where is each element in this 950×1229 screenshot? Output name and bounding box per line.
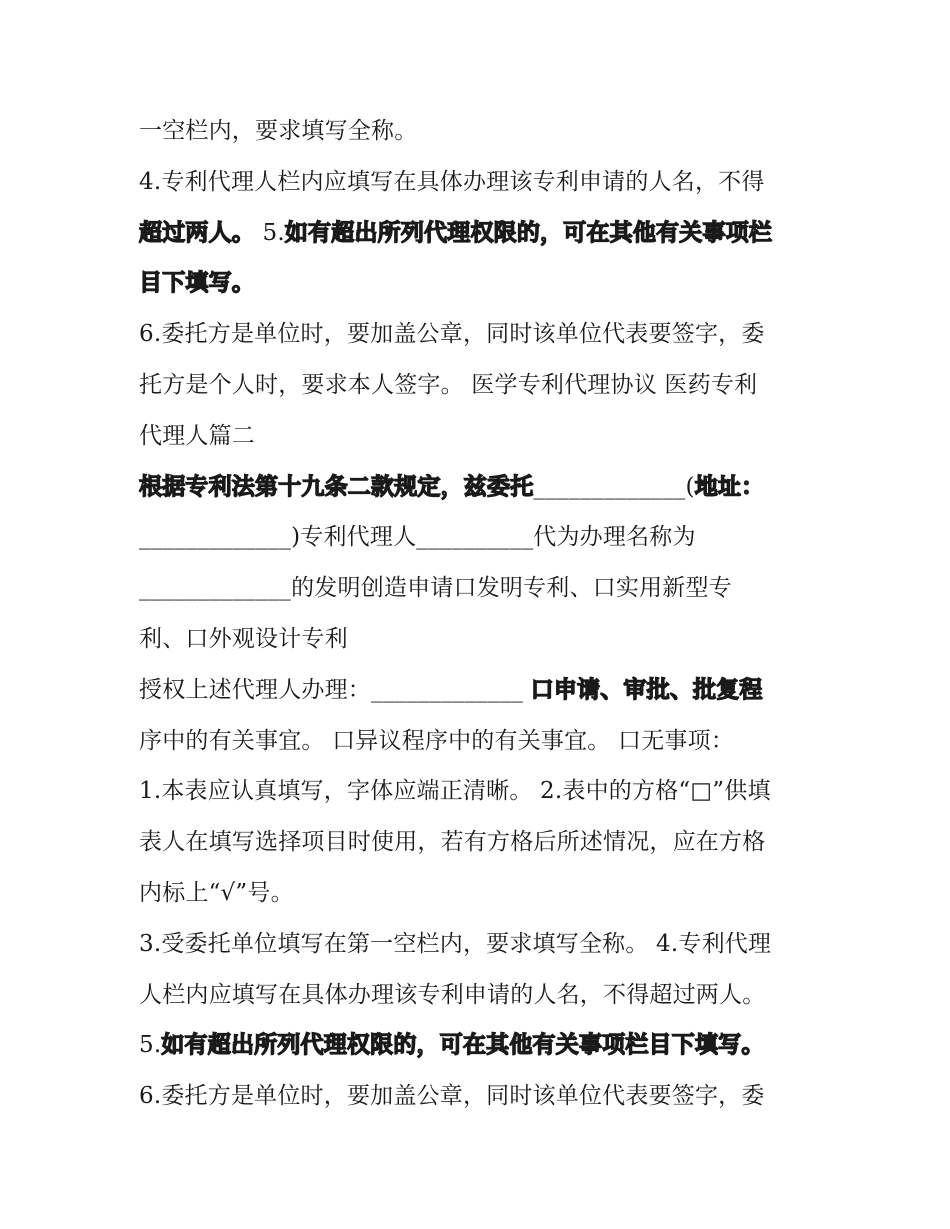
outlined-text-run: 口申请、审批、批复程 [530,676,763,703]
text-line [139,411,819,462]
text-run: 托方是个人时，要求本人签字。 医学专利代理协议 医药专利 [139,371,758,398]
text-line [139,512,819,563]
text-line [139,563,819,614]
text-run: 一空栏内，要求填写全称。 [139,118,418,144]
text-run: 6.委托方是单位时，要加盖公章，同时该单位代表要签字，委 [139,1083,765,1110]
outlined-text-run: 如有超出所列代理权限的，可在其他有关事项栏 [284,219,773,246]
text-run: _____________( [533,473,695,500]
text-run: _____________的发明创造申请口发明专利、口实用新型专 [139,575,732,602]
text-line [139,1020,819,1071]
text-run: _____________)专利代理人__________代为办理名称为 [139,524,696,551]
outlined-text-run: 如有超出所列代理权限的，可在其他有关事项栏目下填写。 [161,1032,765,1059]
text-line [139,157,819,208]
text-run: 表人在填写选择项目时使用，若有方格后所述情况，应在方格 [139,829,766,856]
outlined-text-run: 超过两人。 [139,219,255,246]
text-run: 5. [255,219,285,246]
text-line [139,360,819,411]
outlined-text-run: 目下填写。 [139,270,255,297]
text-line [139,462,819,513]
text-run: 5. [139,1032,162,1059]
text-run: 3.受委托单位填写在第一空栏内，要求填写全称。 4.专利代理 [139,930,772,957]
text-run: 代理人篇二 [139,422,255,449]
text-line [139,868,819,919]
text-line [139,665,819,716]
text-run: 6.委托方是单位时，要加盖公章，同时该单位代表要签字，委 [139,321,765,348]
text-run: 序中的有关事宜。 口异议程序中的有关事宜。 口无事项： [139,727,735,754]
text-run: 授权上述代理人办理：_____________ [139,676,531,703]
text-line [139,766,819,817]
text-line [139,208,819,259]
text-line [139,258,819,309]
outlined-text-run: 地址： [694,473,765,500]
text-run: 利、口外观设计专利 [139,625,348,652]
text-line [139,919,819,970]
text-line [139,309,819,360]
outlined-text-run: 根据专利法第十九条二款规定，兹委托 [139,473,534,500]
text-line [139,716,819,767]
text-run: 内标上“√”号。 [139,879,294,906]
text-line [139,1071,819,1122]
text-run: 4.专利代理人栏内应填写在具体办理该专利申请的人名，不得 [139,168,765,195]
text-run: 1.本表应认真填写，字体应端正清晰。 2.表中的方格“□”供填 [139,778,771,805]
text-line [139,970,819,1021]
document-body [139,106,819,1122]
text-run: 人栏内应填写在具体办理该专利申请的人名，不得超过两人。 [139,981,766,1008]
text-line [139,106,819,157]
text-line [139,817,819,868]
text-line [139,614,819,665]
